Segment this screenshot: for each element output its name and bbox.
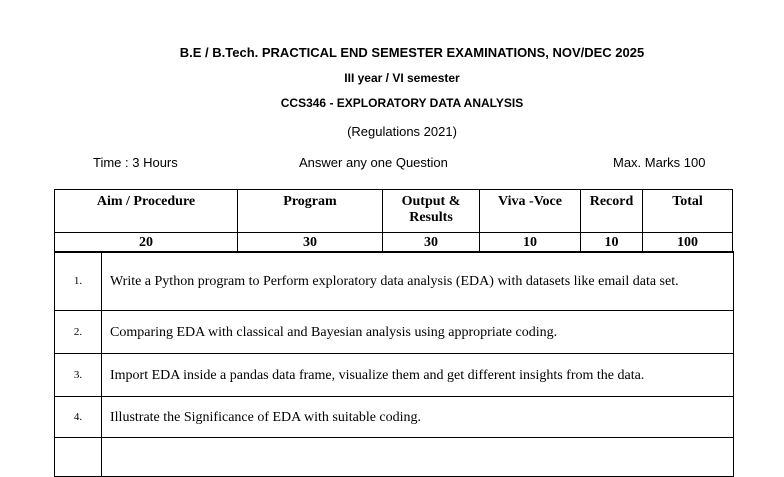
questions-table: [54, 251, 734, 477]
question-text-empty: [102, 438, 734, 477]
marks-header-record: Record: [581, 190, 643, 233]
question-number: 4.: [55, 397, 102, 438]
question-number-empty: [55, 438, 102, 477]
question-row: [55, 252, 734, 311]
marks-header-viva: Viva -Voce: [480, 190, 581, 233]
marks-distribution-table: [54, 189, 733, 253]
question-number: 3.: [55, 354, 102, 397]
year-semester: III year / VI semester: [344, 71, 460, 85]
marks-value-program: 30: [238, 233, 383, 253]
marks-value-row: [55, 233, 733, 253]
course-title: CCS346 - EXPLORATORY DATA ANALYSIS: [280, 96, 524, 110]
question-row: [55, 311, 734, 354]
question-text: Write a Python program to Perform exploratory data analysis (EDA) with datasets like email data set.: [102, 252, 734, 311]
marks-header-row: [55, 190, 733, 233]
marks-value-record: 10: [581, 233, 643, 253]
question-number: 1.: [55, 252, 102, 311]
exam-title: B.E / B.Tech. PRACTICAL END SEMESTER EXAMINATIONS, NOV/DEC 2025: [179, 45, 645, 60]
max-marks: Max. Marks 100: [613, 155, 706, 170]
marks-value-aim: 20: [55, 233, 238, 253]
exam-duration: Time : 3 Hours: [93, 155, 178, 170]
question-row: [55, 397, 734, 438]
question-number: 2.: [55, 311, 102, 354]
question-row: [55, 354, 734, 397]
regulations: (Regulations 2021): [347, 124, 457, 139]
exam-instruction: Answer any one Question: [299, 155, 448, 170]
question-text: Import EDA inside a pandas data frame, visualize them and get different insights from the data.: [102, 354, 734, 397]
marks-header-total: Total: [643, 190, 733, 233]
marks-value-total: 100: [643, 233, 733, 253]
question-text: Illustrate the Significance of EDA with suitable coding.: [102, 397, 734, 438]
marks-header-program: Program: [238, 190, 383, 233]
marks-header-aim: Aim / Procedure: [55, 190, 238, 233]
marks-header-output: Output & Results: [383, 190, 480, 233]
question-row-empty: [55, 438, 734, 477]
marks-value-output: 30: [383, 233, 480, 253]
marks-value-viva: 10: [480, 233, 581, 253]
question-text: Comparing EDA with classical and Bayesian analysis using appropriate coding.: [102, 311, 734, 354]
